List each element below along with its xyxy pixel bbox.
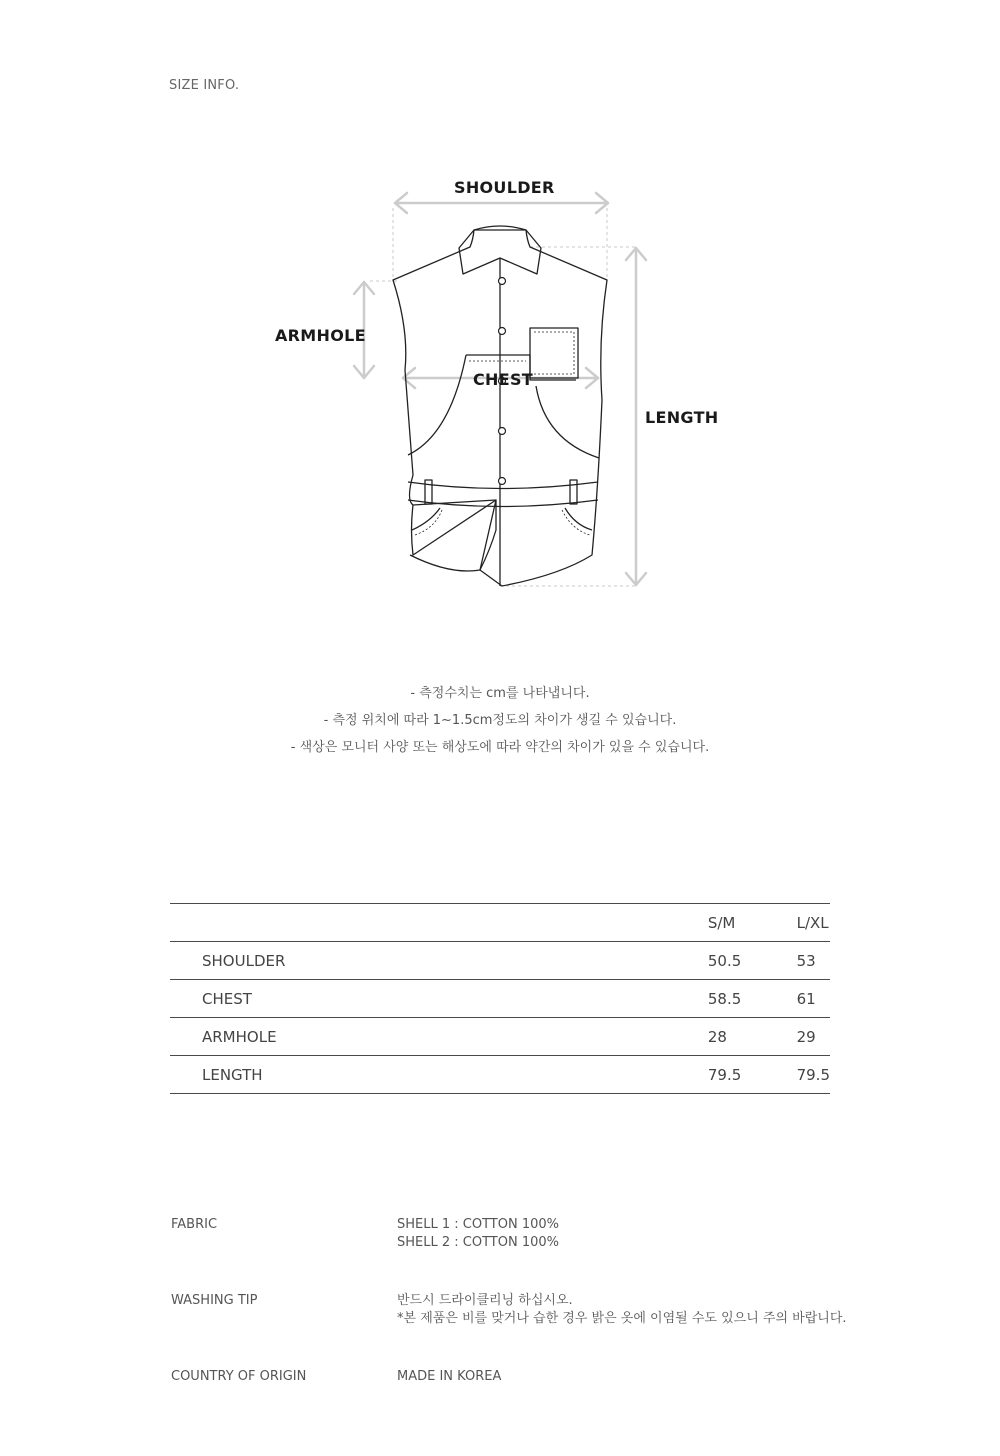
value-sm: 79.5 bbox=[708, 1056, 797, 1094]
value-sm: 28 bbox=[708, 1018, 797, 1056]
table-row bbox=[170, 1056, 830, 1094]
value-lxl: 61 bbox=[797, 980, 830, 1018]
origin-line: MADE IN KOREA bbox=[397, 1369, 502, 1384]
chest-label: CHEST bbox=[473, 370, 533, 389]
armhole-label: ARMHOLE bbox=[275, 326, 366, 345]
value-sm: 58.5 bbox=[708, 980, 797, 1018]
row-label: SHOULDER bbox=[170, 942, 708, 980]
washing-line: 반드시 드라이클리닝 하십시오. bbox=[397, 1293, 573, 1308]
table-header-row bbox=[170, 904, 830, 942]
guide-lines bbox=[370, 208, 638, 586]
washing-value bbox=[397, 1292, 847, 1328]
value-lxl: 53 bbox=[797, 942, 830, 980]
note-line: - 측정수치는 cm를 나타냅니다. bbox=[410, 686, 590, 701]
washing-line: *본 제품은 비를 맞거나 습한 경우 밝은 옷에 이염될 수도 있으니 주의 바랍니다. bbox=[397, 1311, 847, 1326]
value-lxl: 79.5 bbox=[797, 1056, 830, 1094]
table-row bbox=[170, 1018, 830, 1056]
page-title: SIZE INFO. bbox=[169, 78, 240, 93]
size-diagram bbox=[260, 170, 740, 600]
washing-label: WASHING TIP bbox=[171, 1293, 258, 1308]
table-row bbox=[170, 942, 830, 980]
origin-value bbox=[397, 1368, 501, 1386]
row-label: CHEST bbox=[170, 980, 708, 1018]
table-row bbox=[170, 980, 830, 1018]
header-lxl: L/XL bbox=[797, 904, 830, 942]
length-label: LENGTH bbox=[645, 408, 719, 427]
shoulder-label: SHOULDER bbox=[454, 178, 555, 197]
fabric-line: SHELL 1 : COTTON 100% bbox=[397, 1217, 559, 1232]
header-sm: S/M bbox=[708, 904, 797, 942]
fabric-line: SHELL 2 : COTTON 100% bbox=[397, 1235, 559, 1250]
row-label: ARMHOLE bbox=[170, 1018, 708, 1056]
header-blank bbox=[170, 904, 708, 942]
measurement-notes bbox=[0, 680, 1000, 761]
fabric-label: FABRIC bbox=[171, 1217, 218, 1232]
note-line: - 측정 위치에 따라 1~1.5cm정도의 차이가 생길 수 있습니다. bbox=[323, 713, 677, 728]
size-table bbox=[170, 903, 830, 1094]
fabric-value bbox=[397, 1216, 559, 1252]
origin-label: COUNTRY OF ORIGIN bbox=[171, 1369, 307, 1384]
row-label: LENGTH bbox=[170, 1056, 708, 1094]
note-line: - 색상은 모니터 사양 또는 해상도에 따라 약간의 차이가 있을 수 있습니다. bbox=[290, 740, 710, 755]
value-sm: 50.5 bbox=[708, 942, 797, 980]
value-lxl: 29 bbox=[797, 1018, 830, 1056]
